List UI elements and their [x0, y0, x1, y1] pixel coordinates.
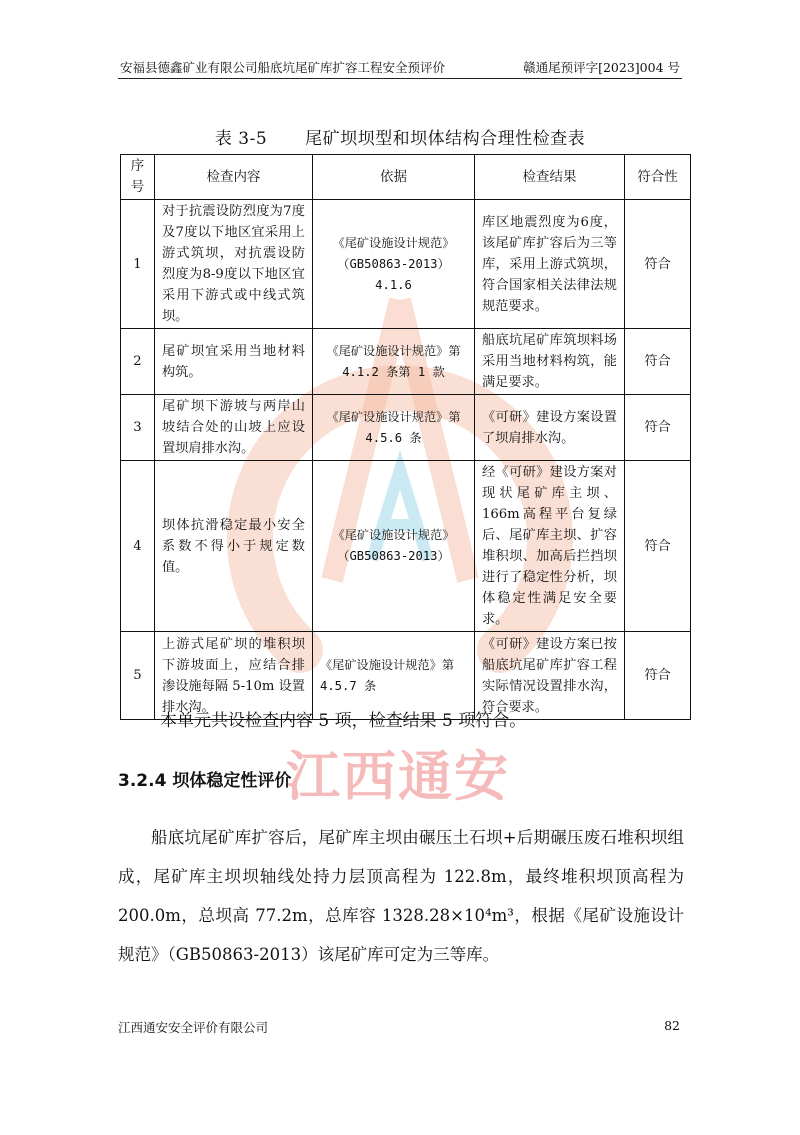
row-result: 《可研》建设方案已按船底坑尾矿库扩容工程实际情况设置排水沟，符合要求。	[475, 632, 625, 720]
summary-text: 本单元共设检查内容 5 项，检查结果 5 项符合。	[160, 711, 527, 731]
header-cell-no: 序号	[121, 155, 155, 200]
row-no: 1	[121, 200, 155, 329]
table-caption	[118, 124, 682, 149]
header-cell-result: 检查结果	[475, 155, 625, 200]
row-content: 尾矿坝宜采用当地材料构筑。	[155, 329, 313, 395]
table-row	[121, 461, 691, 632]
row-conform: 符合	[625, 329, 691, 395]
table-number: 表 3-5	[214, 129, 268, 149]
header-doc-number: 赣通尾预评字[2023]004 号	[523, 60, 680, 75]
table-row	[121, 395, 691, 461]
section-number: 3.2.4	[118, 771, 167, 791]
row-basis: 《尾矿设施设计规范》第 4.5.7 条	[313, 632, 475, 720]
paragraph-text: 船底坑尾矿库扩容后，尾矿库主坝由碾压土石坝+后期碾压废石堆积坝组成，尾矿库主坝坝轴线处持力层顶高程为 122.8m，最终堆积坝顶高程为 200.0m，总坝高 77.2m，总库容 1328.28×10⁴m³，根据《尾矿设施设计规范》（GB50863-2013）该尾矿库可定为三等库。	[118, 828, 684, 964]
header-cell-basis: 依据	[313, 155, 475, 200]
row-no: 4	[121, 461, 155, 632]
table-row	[121, 329, 691, 395]
row-basis: 《尾矿设施设计规范》第 4.5.6 条	[313, 395, 475, 461]
row-result: 《可研》建设方案设置了坝肩排水沟。	[475, 395, 625, 461]
row-content: 对于抗震设防烈度为7度及7度以下地区宜采用上游式筑坝，对抗震设防烈度为8-9度以下地区宜采用下游式或中线式筑坝。	[155, 200, 313, 329]
row-result: 船底坑尾矿库筑坝料场采用当地材料构筑，能满足要求。	[475, 329, 625, 395]
row-basis: 《尾矿设施设计规范》（GB50863-2013）	[313, 461, 475, 632]
section-title: 坝体稳定性评价	[172, 771, 292, 791]
row-content: 尾矿坝下游坡与两岸山坡结合处的山坡上应设置坝肩排水沟。	[155, 395, 313, 461]
row-conform: 符合	[625, 461, 691, 632]
header-company-project: 安福县德鑫矿业有限公司船底坑尾矿库扩容工程安全预评价	[120, 60, 446, 75]
row-no: 2	[121, 329, 155, 395]
row-basis: 《尾矿设施设计规范》（GB50863-2013）4.1.6	[313, 200, 475, 329]
section-heading	[118, 766, 291, 791]
watermark-text: 江西通安	[286, 745, 510, 808]
body-paragraph	[118, 818, 684, 974]
page-header	[118, 56, 682, 79]
table-title: 尾矿坝坝型和坝体结构合理性检查表	[305, 129, 586, 149]
row-content: 上游式尾矿坝的堆积坝下游坡面上，应结合排渗设施每隔 5-10m 设置排水沟。	[155, 632, 313, 720]
row-result: 库区地震烈度为6度，该尾矿库扩容后为三等库，采用上游式筑坝，符合国家相关法律法规规范要求。	[475, 200, 625, 329]
row-result: 经《可研》建设方案对现状尾矿库主坝、166m高程平台复绿后、尾矿库主坝、扩容堆积坝、加高后拦挡坝进行了稳定性分析，坝体稳定性满足安全要求。	[475, 461, 625, 632]
table-row	[121, 200, 691, 329]
table-header-row	[121, 155, 691, 200]
check-table	[120, 154, 691, 720]
row-conform: 符合	[625, 395, 691, 461]
footer-company: 江西通安安全评价有限公司	[118, 1020, 269, 1035]
row-no: 3	[121, 395, 155, 461]
row-conform: 符合	[625, 632, 691, 720]
row-no: 5	[121, 632, 155, 720]
row-basis: 《尾矿设施设计规范》第 4.1.2 条第 1 款	[313, 329, 475, 395]
row-conform: 符合	[625, 200, 691, 329]
header-cell-conform: 符合性	[625, 155, 691, 200]
page-number: 82	[664, 1018, 680, 1033]
header-cell-content: 检查内容	[155, 155, 313, 200]
page-footer	[118, 1018, 682, 1036]
row-content: 坝体抗滑稳定最小安全系数不得小于规定数值。	[155, 461, 313, 632]
